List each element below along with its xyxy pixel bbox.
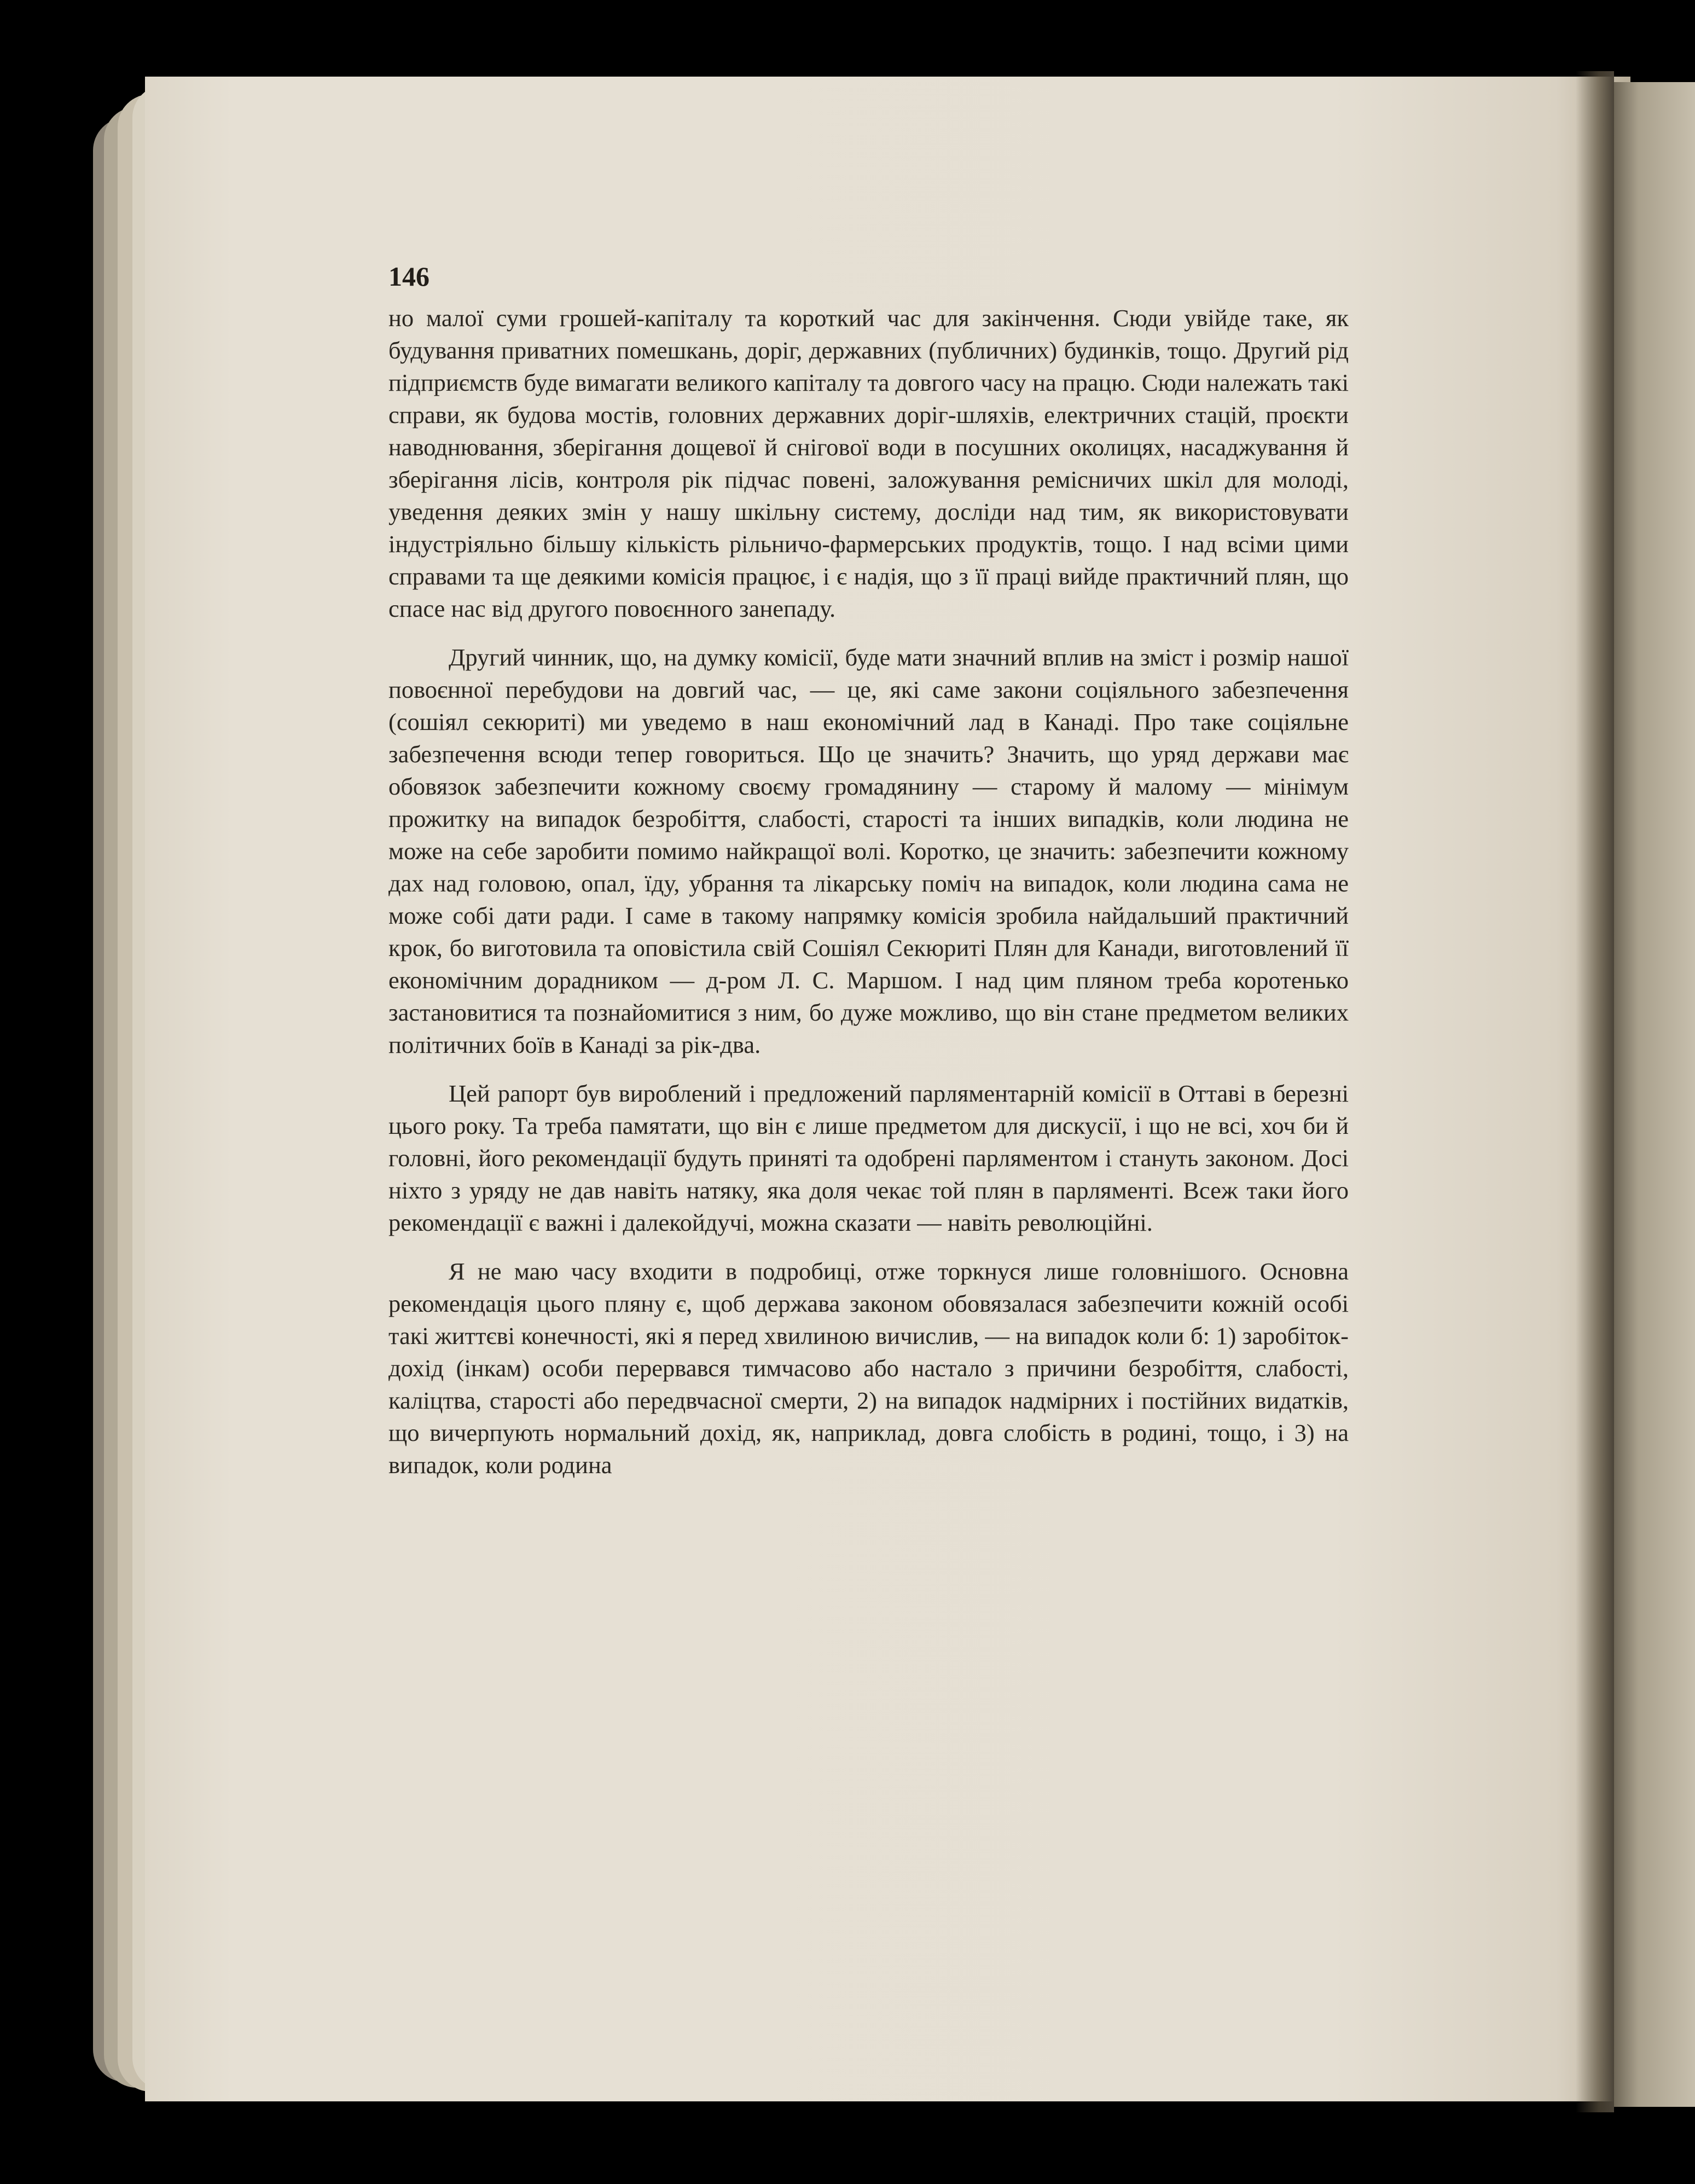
book-gutter	[1576, 71, 1614, 2112]
paragraph: Другий чинник, що, на думку комісії, буде мати значний вплив на зміст і розмір нашої повоєнної перебудови на довгий час, — це, які саме закони соціяльного забезпечення (сошіял секюриті) ми уведемо в наш економічний лад в Канаді. Про таке соціяльне забезпечення всюди тепер говориться. Що це значить? Значить, що уряд держави має обовязок забезпечити кожному своєму громадянину — старому й малому — мінімум прожитку на випадок безробіття, слабості, старості та інших випадків, коли людина не може на себе заробити помимо найкращої волі. Коротко, це значить: забезпечити кожному дах над головою, опал, їду, убрання та лікарську поміч на випадок, коли людина сама не може собі дати ради. І саме в такому напрямку комісія зробила найдальший практичний крок, бо виготовила та оповістила свій Сошіял Секюриті Плян для Канади, виготовлений її економічним дорадником — д-ром Л. С. Маршом. І над цим пляном треба коротенько застановитися та познайомитися з ним, бо дуже можливо, що він стане предметом великих політичних боїв в Канаді за рік-два.	[388, 644, 1349, 1058]
page-text-block	[388, 257, 1349, 1481]
page-number: 146	[388, 261, 429, 292]
paragraph: Я не маю часу входити в подробиці, отже торкнуся лише головнішого. Основна рекомендація цього пляну є, щоб держава законом обовязалася забезпечити кожній особі такі життєві конечності, які я перед хвилиною вичислив, — на випадок коли б: 1) заробіток-дохід (інкам) особи перервався тимчасово або настало з причини безробіття, слабості, каліцтва, старості або передвчасної смерти, 2) на випадок надмірних і постійних видатків, що вичерпують нормальний дохід, як, наприклад, довга слобість в родині, тощо, і 3) на випадок, коли родина	[388, 1258, 1349, 1479]
paragraph: Цей рапорт був вироблений і предложений парляментарній комісії в Оттаві в березні цього року. Та треба памятати, що він є лише предметом для дискусії, і що не всі, хоч би й головні, його рекомендації будуть приняті та одобрені парляментом і стануть законом. Досі ніхто з уряду не дав навіть натяку, яка доля чекає той плян в парляменті. Всеж таки його рекомендації є важні і далекойдучі, можна сказати — навіть революційні.	[388, 1080, 1349, 1236]
facing-page-edge	[1614, 82, 1695, 2107]
paragraph-continued: но малої суми грошей-капіталу та короткий час для закінчення. Сюди увійде таке, як будування приватних помешкань, доріг, державних (публичних) будинків, тощо. Другий рід підприємств буде вимагати великого капіталу та довгого часу на працю. Сюди належать такі справи, як будова мостів, головних державних доріг-шляхів, електричних стацій, проєкти наводнювання, зберігання дощевої й снігової води в посушних околицях, насаджування й зберігання лісів, контроля рік підчас повені, заложування ремісничих шкіл для молоді, уведення деяких змін у нашу шкільну систему, досліди над тим, як використовувати індустріяльно більшу кількість рільничо-фармерських продуктів, тощо. І над всіми цими справами та ще деякими комісія працює, і є надія, що з її праці вийде практичний плян, що спасе нас від другого повоєнного занепаду.	[388, 304, 1349, 622]
